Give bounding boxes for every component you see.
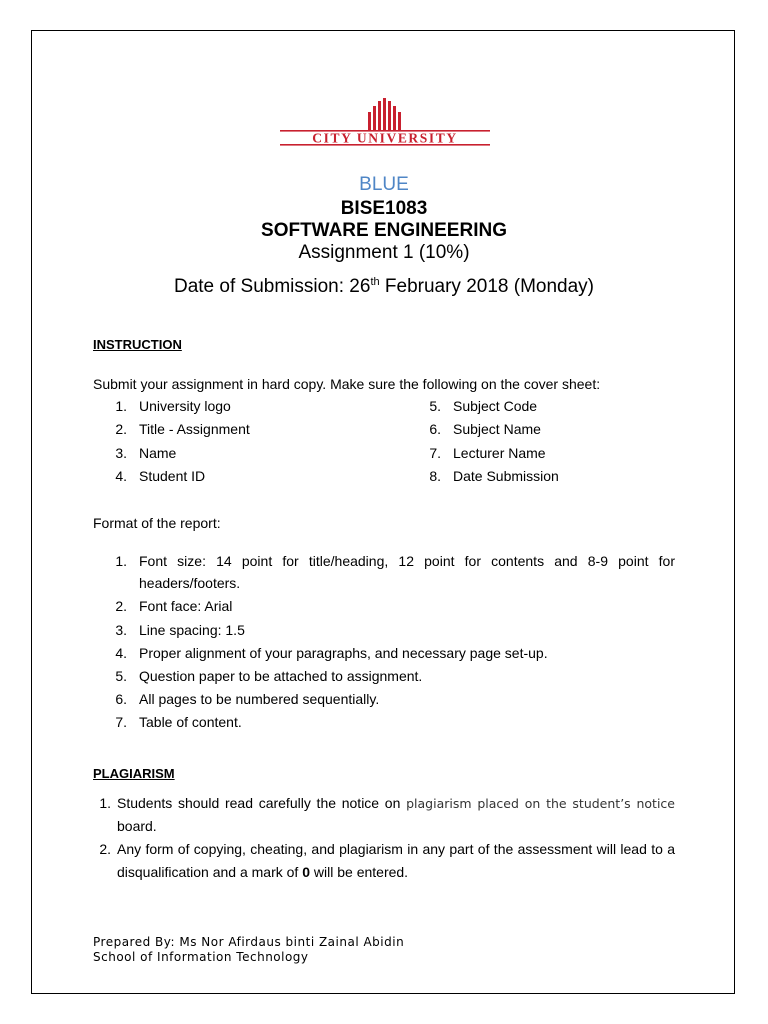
city-university-logo (270, 98, 498, 148)
submission-sup: th (370, 276, 380, 288)
format-item-num: 7. (115, 714, 127, 730)
group-title: BLUE (359, 174, 409, 195)
prepared-name: Ms Nor Afirdaus binti Zainal Abidin (179, 935, 405, 949)
cover-item: Lecturer Name (453, 445, 546, 461)
course-name: SOFTWARE ENGINEERING (261, 220, 507, 241)
plagiarism-item-line: board. (117, 818, 157, 834)
submission-prefix: Date of Submission: 26 (173, 276, 371, 297)
format-item-num: 6. (115, 691, 127, 707)
plagiarism-line-b: plagiarism placed on the student’s notice (406, 796, 675, 811)
cover-item: Subject Name (453, 421, 541, 437)
format-item: Font face: Arial (139, 598, 233, 614)
submission-suffix: February 2018 (Monday) (379, 276, 595, 297)
cover-item-num: 6. (429, 421, 441, 437)
format-item: Table of content. (139, 714, 242, 730)
format-item: All pages to be numbered sequentially. (139, 691, 380, 707)
format-item-line: headers/footers. (139, 575, 241, 591)
plagiarism-heading: PLAGIARISM (93, 766, 175, 781)
cover-item-num: 1. (115, 398, 127, 414)
format-item: Proper alignment of your paragraphs, and necessary page set-up. (139, 645, 548, 661)
cover-item-num: 8. (429, 468, 441, 484)
format-item-num: 3. (115, 622, 127, 638)
format-item-line: Font size: 14 point for title/heading, 12 point for contents and 8-9 point for (139, 553, 675, 569)
plagiarism-item-line: Any form of copying, cheating, and plagiarism in any part of the assessment will lead to a (117, 841, 675, 857)
cover-item: Title - Assignment (139, 421, 250, 437)
cover-item-num: 2. (115, 421, 127, 437)
cover-item-num: 4. (115, 468, 127, 484)
cover-item: Student ID (139, 468, 206, 484)
cover-item: Date Submission (453, 468, 559, 484)
submission-date (0, 276, 768, 298)
cover-item-num: 5. (429, 398, 441, 414)
plagiarism-line-a: Students should read carefully the notice on (117, 795, 407, 811)
plagiarism-item-num: 1. (99, 795, 111, 811)
plagiarism-item-line (117, 795, 675, 811)
plagiarism-line-b: will be entered. (310, 864, 409, 880)
cover-item-num: 3. (115, 445, 127, 461)
format-item-num: 4. (115, 645, 127, 661)
plagiarism-item-line (117, 864, 408, 880)
plagiarism-item-num: 2. (99, 841, 111, 857)
zero-mark: 0 (302, 864, 311, 880)
cover-item: Name (139, 445, 177, 461)
format-item-num: 5. (115, 668, 127, 684)
cover-item-num: 7. (429, 445, 441, 461)
assignment-title: Assignment 1 (10%) (298, 242, 470, 263)
instruction-heading: INSTRUCTION (93, 337, 182, 352)
cover-item: Subject Code (453, 398, 538, 414)
cover-item: University logo (139, 398, 231, 414)
plagiarism-line-a: disqualification and a mark of (117, 864, 303, 880)
format-intro: Format of the report: (93, 515, 221, 531)
format-item: Line spacing: 1.5 (139, 622, 245, 638)
school-name: School of Information Technology (93, 950, 309, 964)
instruction-intro: Submit your assignment in hard copy. Make sure the following on the cover sheet: (93, 376, 601, 392)
format-item-num: 2. (115, 598, 127, 614)
course-code: BISE1083 (340, 198, 428, 219)
prepared-label: Prepared By: (93, 935, 180, 949)
logo-text: CITY UNIVERSITY (312, 130, 458, 146)
prepared-by (93, 935, 404, 949)
format-item: Question paper to be attached to assignment. (139, 668, 423, 684)
format-item-num: 1. (115, 553, 127, 569)
